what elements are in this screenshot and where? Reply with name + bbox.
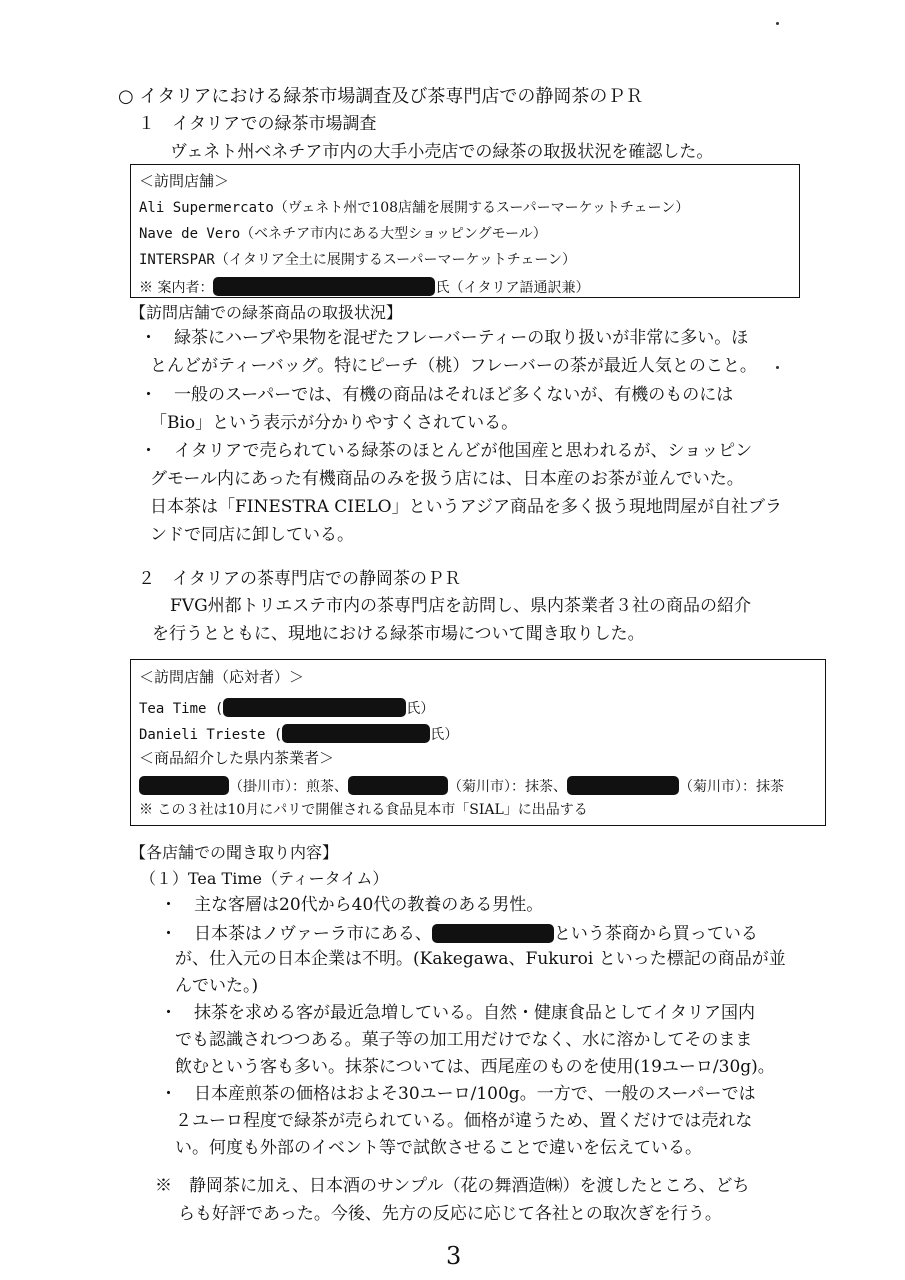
- bullet-line: い。何度も外部のイベント等で試飲させることで違いを伝えている。: [175, 1138, 702, 1158]
- bullet-line: ・ 主な客層は20代から40代の教養のある男性。: [160, 895, 544, 915]
- bullet-line: [160, 924, 758, 943]
- vendors-header: ＜商品紹介した県内茶業者＞: [139, 749, 335, 767]
- shop-name: Danieli Trieste (: [139, 727, 283, 743]
- document-heading: ○ イタリアにおける緑茶市場調査及び茶専門店での静岡茶のＰＲ: [118, 86, 644, 107]
- section1-intro: ヴェネト州ベネチア市内の大手小売店での緑茶の取扱状況を確認した。: [170, 142, 714, 162]
- guide-line: [139, 277, 589, 296]
- section1-title: １ イタリアでの緑茶市場調査: [138, 114, 377, 134]
- vendor-1: （掛川市）：煎茶、: [229, 779, 348, 795]
- bullet-line: ンドで同店に卸している。: [150, 525, 354, 545]
- bullet-text: という茶商から買っている: [553, 924, 758, 944]
- redaction-block: [223, 698, 406, 717]
- store-desc: （ベネチア市内にある大型ショッピングモール）: [240, 226, 547, 242]
- bullet-line: ・ 緑茶にハーブや果物を混ぜたフレーバーティーの取り扱いが非常に多い。ほ: [140, 328, 749, 348]
- redaction-block: [432, 924, 554, 943]
- bullet-line: 「Bio」という表示が分かりやすくされている。: [150, 413, 519, 433]
- bullet-line: ・ イタリアで売られている緑茶のほとんどが他国産と思われるが、ショッピン: [140, 441, 753, 461]
- bullet-line: ・ 抹茶を求める客が最近急増している。自然・健康食品としてイタリア国内: [160, 1003, 755, 1023]
- redaction-block: [282, 724, 430, 743]
- store-name: Ali Supermercato: [139, 200, 274, 216]
- section2-intro: を行うとともに、現地における緑茶市場について聞き取りした。: [152, 624, 645, 644]
- store-desc: （イタリア全土に展開するスーパーマーケットチェーン）: [214, 252, 577, 268]
- store-line: [139, 227, 547, 241]
- shops-header: ＜訪問店舗（応対者）＞: [139, 668, 305, 686]
- shop-line: [139, 724, 458, 743]
- bullet-line: でも認識されつつある。菓子等の加工用だけでなく、水に溶かしてそのまま: [175, 1030, 753, 1050]
- guide-label: ※ 案内者：: [139, 280, 214, 296]
- redaction-block: [139, 776, 229, 795]
- bullet-line: 日本茶は「FINESTRA CIELO」というアジア商品を多く扱う現地問屋が自社ブラ: [150, 497, 782, 517]
- bullet-line: 飲むという客も多い。抹茶については、西尾産のものを使用(19ユーロ/30g)。: [175, 1057, 775, 1077]
- guide-suffix: 氏（イタリア語通訳兼）: [435, 280, 590, 296]
- bullet-line: とんどがティーバッグ。特にピーチ（桃）フレーバーの茶が最近人気とのこと。: [150, 356, 757, 376]
- shops-note: ※ この３社は10月にパリで開催される食品見本市「SIAL」に出品する: [139, 802, 588, 818]
- section2-title: ２ イタリアの茶専門店での静岡茶のＰＲ: [138, 569, 461, 589]
- store-desc: （ヴェネト州で108店舗を展開するスーパーマーケットチェーン）: [273, 200, 690, 216]
- store-line: [139, 201, 689, 215]
- redaction-block: [348, 776, 448, 795]
- bullet-line: ・ 日本産煎茶の価格はおよそ30ユーロ/100g。一方で、一般のスーパーでは: [160, 1084, 756, 1104]
- page-number: 3: [446, 1242, 462, 1270]
- vendor-3: （菊川市）：抹茶: [679, 779, 784, 795]
- bullet-text: ・ 日本茶はノヴァーラ市にある、: [160, 924, 432, 944]
- bullet-line: ・ 一般のスーパーでは、有機の商品はそれほど多くないが、有機のものには: [140, 385, 734, 405]
- vendor-2: （菊川市）：抹茶、: [448, 779, 567, 795]
- shops-box: [130, 659, 826, 826]
- bullet-line: が、仕入元の日本企業は不明。(Kakegawa、Fukuroi といった標記の商品が並: [175, 949, 786, 969]
- remark-line: らも好評であった。今後、先方の反応に応じて各社との取次ぎを行う。: [178, 1204, 722, 1224]
- interview-header: 【各店舗での聞き取り内容】: [130, 843, 339, 862]
- shop-suffix: 氏）: [406, 701, 435, 717]
- vendors-line: [139, 776, 784, 795]
- shop-suffix: 氏）: [430, 727, 459, 743]
- bullet-line: ２ユーロ程度で緑茶が売られている。価格が違うため、置くだけでは売れな: [175, 1111, 753, 1131]
- store-name: Nave de Vero: [139, 226, 241, 242]
- visited-stores-header: ＜訪問店舗＞: [139, 172, 230, 190]
- store-name: INTERSPAR: [139, 252, 215, 268]
- visited-stores-box: [130, 164, 800, 298]
- scan-speck: [776, 22, 779, 25]
- section2-intro: FVG州都トリエステ市内の茶専門店を訪問し、県内茶業者３社の商品の紹介: [170, 596, 751, 616]
- redaction-block: [567, 776, 679, 795]
- scan-speck: [776, 366, 779, 369]
- redaction-block: [213, 277, 435, 296]
- bullet-line: んでいた。): [175, 976, 259, 996]
- subsection-title: （１）Tea Time（ティータイム）: [140, 869, 389, 888]
- bullet-line: グモール内にあった有機商品のみを扱う店には、日本産のお茶が並んでいた。: [150, 469, 744, 489]
- shop-name: Tea Time (: [139, 701, 224, 717]
- store-line: [139, 253, 576, 267]
- status-header: 【訪問店舗での緑茶商品の取扱状況】: [130, 303, 403, 322]
- shop-line: [139, 698, 434, 717]
- remark-line: ※ 静岡茶に加え、日本酒のサンプル（花の舞酒造㈱）を渡したところ、どち: [155, 1176, 750, 1196]
